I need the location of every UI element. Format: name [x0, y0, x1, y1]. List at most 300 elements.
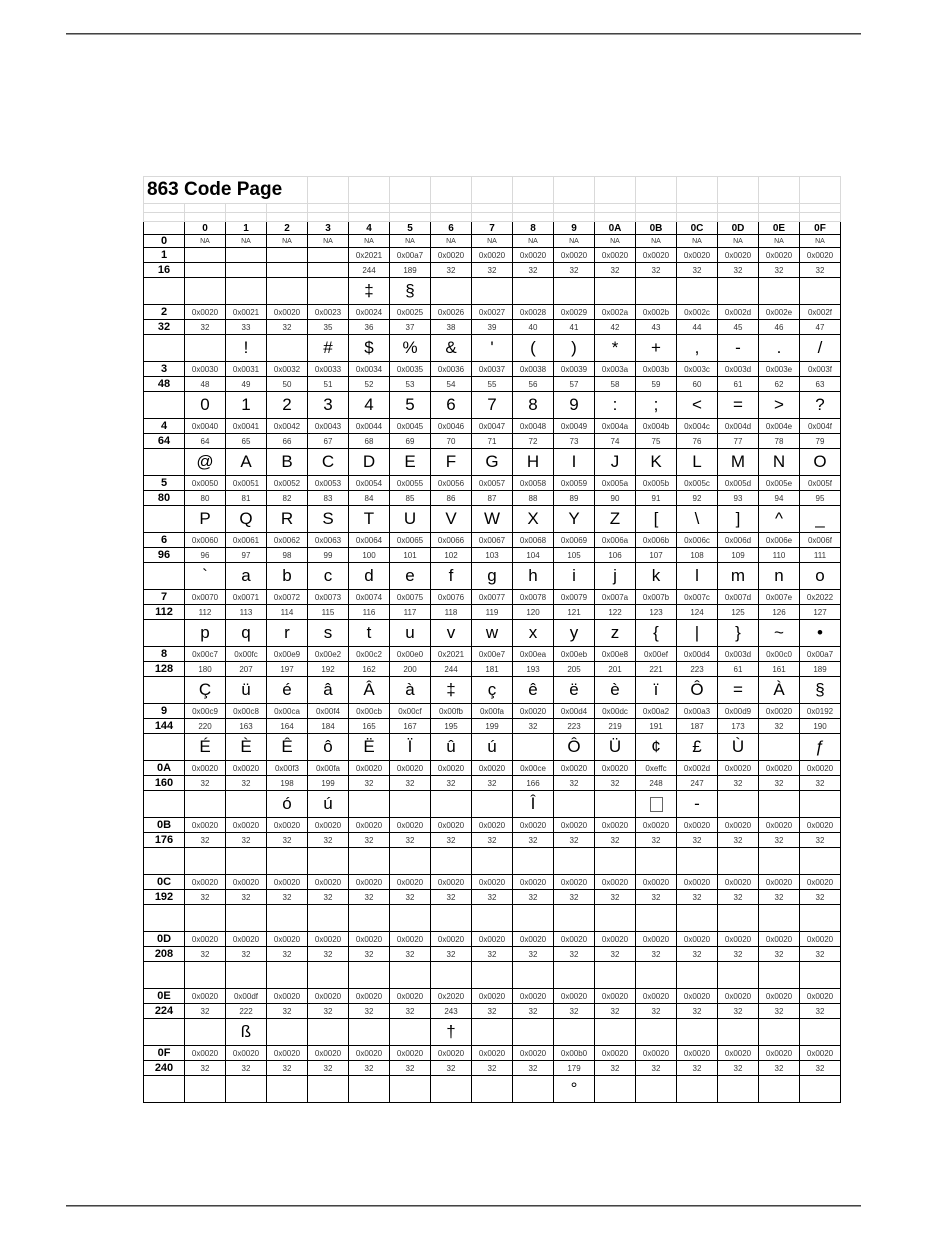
unicode-value: 0x0020 [431, 1046, 472, 1061]
unicode-value: 0x006d [718, 533, 759, 548]
unicode-value: 0x0036 [431, 362, 472, 377]
decimal-value: 32 [431, 833, 472, 848]
decimal-value: 58 [595, 377, 636, 392]
empty-cell [636, 213, 677, 222]
empty-cell [759, 177, 800, 204]
glyph-cell: 0 [185, 392, 226, 419]
decimal-value: 32 [677, 890, 718, 905]
unicode-value: 0x0020 [390, 761, 431, 776]
glyph-cell: K [636, 449, 677, 476]
glyph-cell: d [349, 563, 390, 590]
unicode-value: 0x0020 [390, 818, 431, 833]
unicode-value: 0x00e9 [267, 647, 308, 662]
unicode-value: 0x0025 [390, 305, 431, 320]
glyph-cell [636, 905, 677, 932]
decimal-value: 59 [636, 377, 677, 392]
decimal-value: 32 [554, 890, 595, 905]
unicode-value: 0x0051 [226, 476, 267, 491]
glyph-cell: f [431, 563, 472, 590]
decimal-value: 32 [800, 263, 841, 278]
unicode-value: 0x005b [636, 476, 677, 491]
unicode-value: 0x007d [718, 590, 759, 605]
row-label-dec: 208 [144, 947, 185, 962]
decimal-value: 32 [349, 833, 390, 848]
unicode-value: 0x0020 [308, 1046, 349, 1061]
glyph-cell: F [431, 449, 472, 476]
glyph-cell: \ [677, 506, 718, 533]
decimal-value: 32 [226, 776, 267, 791]
unicode-value: 0x0020 [349, 818, 390, 833]
unicode-value: 0x0020 [431, 875, 472, 890]
decimal-value: 163 [226, 719, 267, 734]
unicode-value: 0x004a [595, 419, 636, 434]
unicode-value: 0x0020 [513, 875, 554, 890]
glyph-cell: ó [267, 791, 308, 818]
unicode-value: 0x0020 [185, 875, 226, 890]
glyph-cell [718, 1019, 759, 1046]
decimal-value: 120 [513, 605, 554, 620]
glyph-cell [677, 848, 718, 875]
decimal-value: 32 [595, 1004, 636, 1019]
decimal-value: 32 [308, 833, 349, 848]
decimal-value: 95 [800, 491, 841, 506]
decimal-value: 32 [185, 1061, 226, 1076]
unicode-value: 0x00e8 [595, 647, 636, 662]
glyph-cell [677, 278, 718, 305]
decimal-value: 32 [390, 1004, 431, 1019]
decimal-value: 49 [226, 377, 267, 392]
glyph-cell: ç [472, 677, 513, 704]
glyph-cell [226, 791, 267, 818]
glyph-cell [226, 848, 267, 875]
unicode-value: 0x0021 [226, 305, 267, 320]
unicode-value: 0x0020 [554, 932, 595, 947]
empty-cell [349, 204, 390, 213]
column-header: 3 [308, 222, 349, 235]
glyph-cell [759, 905, 800, 932]
unicode-value: 0x003c [677, 362, 718, 377]
unicode-value: 0x0024 [349, 305, 390, 320]
decimal-value: 62 [759, 377, 800, 392]
decimal-value: 32 [472, 1061, 513, 1076]
glyph-cell [267, 1076, 308, 1103]
glyph-cell: é [267, 677, 308, 704]
glyph-cell: N [759, 449, 800, 476]
glyph-cell: y [554, 620, 595, 647]
unicode-value: 0x007a [595, 590, 636, 605]
row-label-dec: 96 [144, 548, 185, 563]
decimal-value: 102 [431, 548, 472, 563]
unicode-value: 0x00c2 [349, 647, 390, 662]
empty-cell [390, 204, 431, 213]
unicode-value [185, 248, 226, 263]
decimal-value: 71 [472, 434, 513, 449]
unicode-value: 0x0066 [431, 533, 472, 548]
decimal-value: 79 [800, 434, 841, 449]
unicode-value: 0x0020 [595, 818, 636, 833]
decimal-value: 85 [390, 491, 431, 506]
empty-cell [513, 177, 554, 204]
unicode-value: 0x0071 [226, 590, 267, 605]
decimal-value: 69 [390, 434, 431, 449]
glyph-cell: ô [308, 734, 349, 761]
decimal-value: 68 [349, 434, 390, 449]
unicode-value: 0x0020 [759, 704, 800, 719]
decimal-value: 38 [431, 320, 472, 335]
glyph-cell [431, 1076, 472, 1103]
glyph-cell: w [472, 620, 513, 647]
row-label-dec: 128 [144, 662, 185, 677]
glyph-cell: ! [226, 335, 267, 362]
decimal-value: 32 [677, 1061, 718, 1076]
unicode-value: 0x00c7 [185, 647, 226, 662]
glyph-cell: = [718, 392, 759, 419]
unicode-value: 0x007c [677, 590, 718, 605]
glyph-cell: ü [226, 677, 267, 704]
decimal-value: 32 [554, 776, 595, 791]
glyph-cell [513, 848, 554, 875]
decimal-value: 32 [800, 1061, 841, 1076]
decimal-value: 32 [267, 320, 308, 335]
glyph-cell: ) [554, 335, 595, 362]
na-cell: NA [800, 235, 841, 248]
glyph-cell: â [308, 677, 349, 704]
decimal-value: 51 [308, 377, 349, 392]
unicode-value: 0x00a7 [800, 647, 841, 662]
unicode-value: 0x0026 [431, 305, 472, 320]
row-label-dec: 32 [144, 320, 185, 335]
unicode-value: 0x0020 [472, 248, 513, 263]
decimal-value: 164 [267, 719, 308, 734]
decimal-value: 32 [636, 263, 677, 278]
empty-cell [472, 213, 513, 222]
glyph-cell [554, 791, 595, 818]
glyph-cell: k [636, 563, 677, 590]
glyph-cell: ú [308, 791, 349, 818]
unicode-value: 0x0020 [513, 818, 554, 833]
decimal-value: 244 [349, 263, 390, 278]
decimal-value: 32 [677, 947, 718, 962]
row-label-empty [144, 449, 185, 476]
glyph-cell [513, 905, 554, 932]
decimal-value: 32 [595, 263, 636, 278]
empty-cell [472, 204, 513, 213]
decimal-value: 165 [349, 719, 390, 734]
glyph-cell: • [800, 620, 841, 647]
decimal-value: 48 [185, 377, 226, 392]
unicode-value: 0x006e [759, 533, 800, 548]
glyph-cell: T [349, 506, 390, 533]
decimal-value: 32 [472, 1004, 513, 1019]
glyph-cell [513, 962, 554, 989]
column-header: 1 [226, 222, 267, 235]
decimal-value: 33 [226, 320, 267, 335]
decimal-value: 162 [349, 662, 390, 677]
decimal-value: 107 [636, 548, 677, 563]
decimal-value: 161 [759, 662, 800, 677]
unicode-value: 0x0048 [513, 419, 554, 434]
unicode-value: 0x0042 [267, 419, 308, 434]
glyph-cell [472, 791, 513, 818]
glyph-cell [677, 1076, 718, 1103]
unicode-value: 0x0020 [636, 875, 677, 890]
glyph-cell [800, 1019, 841, 1046]
unicode-value: 0x0020 [472, 1046, 513, 1061]
decimal-value: 32 [349, 776, 390, 791]
decimal-value: 114 [267, 605, 308, 620]
row-label-empty [144, 848, 185, 875]
unicode-value: 0x003e [759, 362, 800, 377]
decimal-value: 32 [349, 1061, 390, 1076]
decimal-value: 89 [554, 491, 595, 506]
decimal-value: 90 [595, 491, 636, 506]
glyph-cell: Ô [554, 734, 595, 761]
unicode-value: 0x0027 [472, 305, 513, 320]
glyph-cell [185, 962, 226, 989]
unicode-value: 0x0076 [431, 590, 472, 605]
glyph-cell: ? [800, 392, 841, 419]
row-label-empty [144, 620, 185, 647]
glyph-cell [759, 1019, 800, 1046]
unicode-value: 0x0069 [554, 533, 595, 548]
glyph-cell: z [595, 620, 636, 647]
decimal-value: 111 [800, 548, 841, 563]
decimal-value: 57 [554, 377, 595, 392]
decimal-value: 32 [308, 890, 349, 905]
decimal-value: 45 [718, 320, 759, 335]
unicode-value: 0x006a [595, 533, 636, 548]
unicode-value: 0x004b [636, 419, 677, 434]
unicode-value: 0x00c8 [226, 704, 267, 719]
glyph-cell [390, 848, 431, 875]
unicode-value: 0x0020 [677, 248, 718, 263]
decimal-value: 106 [595, 548, 636, 563]
column-header: 0D [718, 222, 759, 235]
unicode-value: 0x0020 [226, 818, 267, 833]
decimal-value: 32 [472, 263, 513, 278]
glyph-cell: * [595, 335, 636, 362]
unicode-value: 0x0020 [349, 1046, 390, 1061]
glyph-cell: < [677, 392, 718, 419]
glyph-cell: e [390, 563, 431, 590]
decimal-value: 179 [554, 1061, 595, 1076]
unicode-value: 0x0047 [472, 419, 513, 434]
unicode-value: 0x003a [595, 362, 636, 377]
glyph-cell [390, 791, 431, 818]
glyph-cell [349, 791, 390, 818]
unicode-value: 0x0020 [308, 989, 349, 1004]
decimal-value: 80 [185, 491, 226, 506]
glyph-cell [636, 848, 677, 875]
decimal-value: 32 [308, 1004, 349, 1019]
unicode-value: 0x0020 [554, 818, 595, 833]
unicode-value: 0x007e [759, 590, 800, 605]
unicode-value: 0x00df [226, 989, 267, 1004]
decimal-value: 126 [759, 605, 800, 620]
unicode-value: 0x0079 [554, 590, 595, 605]
decimal-value: 110 [759, 548, 800, 563]
glyph-cell: Ï [390, 734, 431, 761]
decimal-value: 223 [554, 719, 595, 734]
glyph-cell [308, 848, 349, 875]
row-label-empty [144, 1019, 185, 1046]
unicode-value: 0x0030 [185, 362, 226, 377]
empty-cell [759, 213, 800, 222]
glyph-cell: V [431, 506, 472, 533]
empty-cell [513, 204, 554, 213]
glyph-cell: O [800, 449, 841, 476]
glyph-cell [513, 734, 554, 761]
glyph-cell: É [185, 734, 226, 761]
decimal-value: 32 [554, 947, 595, 962]
glyph-cell: h [513, 563, 554, 590]
row-label-empty [144, 677, 185, 704]
unicode-value: 0x002e [759, 305, 800, 320]
decimal-value: 32 [390, 947, 431, 962]
glyph-cell [431, 278, 472, 305]
unicode-value: 0x00e2 [308, 647, 349, 662]
glyph-cell [800, 962, 841, 989]
decimal-value: 42 [595, 320, 636, 335]
decimal-value: 73 [554, 434, 595, 449]
decimal-value: 32 [718, 1004, 759, 1019]
glyph-cell: t [349, 620, 390, 647]
glyph-cell: R [267, 506, 308, 533]
unicode-value: 0x0020 [759, 989, 800, 1004]
decimal-value: 39 [472, 320, 513, 335]
unicode-value: 0x0049 [554, 419, 595, 434]
decimal-value: 88 [513, 491, 554, 506]
row-label-empty [144, 392, 185, 419]
glyph-cell: ` [185, 563, 226, 590]
row-label-hex: 1 [144, 248, 185, 263]
unicode-value: 0x0020 [431, 761, 472, 776]
glyph-cell: 2 [267, 392, 308, 419]
decimal-value: 207 [226, 662, 267, 677]
decimal-value: 220 [185, 719, 226, 734]
unicode-value: 0x00a3 [677, 704, 718, 719]
row-label-hex: 7 [144, 590, 185, 605]
decimal-value: 87 [472, 491, 513, 506]
glyph-cell [226, 962, 267, 989]
column-header: 0A [595, 222, 636, 235]
decimal-value: 32 [349, 1004, 390, 1019]
unicode-value: 0x0020 [185, 932, 226, 947]
empty-cell [431, 213, 472, 222]
glyph-cell: > [759, 392, 800, 419]
unicode-value: 0x002b [636, 305, 677, 320]
unicode-value: 0x00ca [267, 704, 308, 719]
decimal-value: 44 [677, 320, 718, 335]
unicode-value: 0x0053 [308, 476, 349, 491]
glyph-cell [226, 278, 267, 305]
decimal-value: 173 [718, 719, 759, 734]
unicode-value: 0x0020 [718, 761, 759, 776]
column-header: 2 [267, 222, 308, 235]
unicode-value: 0x0020 [267, 989, 308, 1004]
glyph-cell [308, 1076, 349, 1103]
row-label-hex: 9 [144, 704, 185, 719]
decimal-value: 72 [513, 434, 554, 449]
glyph-cell [226, 905, 267, 932]
glyph-cell: / [800, 335, 841, 362]
glyph-cell: X [513, 506, 554, 533]
decimal-value: 184 [308, 719, 349, 734]
decimal-value: 32 [267, 1061, 308, 1076]
glyph-cell: § [800, 677, 841, 704]
decimal-value: 124 [677, 605, 718, 620]
glyph-cell: } [718, 620, 759, 647]
unicode-value: 0x0020 [308, 818, 349, 833]
unicode-value: 0x0072 [267, 590, 308, 605]
glyph-cell [759, 962, 800, 989]
unicode-value [226, 248, 267, 263]
unicode-value: 0x0035 [390, 362, 431, 377]
glyph-cell [472, 962, 513, 989]
glyph-cell [431, 962, 472, 989]
decimal-value: 47 [800, 320, 841, 335]
decimal-value: 32 [800, 833, 841, 848]
unicode-value: 0x0054 [349, 476, 390, 491]
unicode-value: 0x00ce [513, 761, 554, 776]
glyph-cell [185, 1019, 226, 1046]
unicode-value: 0x0020 [677, 1046, 718, 1061]
row-label-hex: 8 [144, 647, 185, 662]
decimal-value: 127 [800, 605, 841, 620]
glyph-cell [636, 1019, 677, 1046]
empty-cell [636, 177, 677, 204]
empty-cell [677, 213, 718, 222]
decimal-value: 193 [513, 662, 554, 677]
decimal-value: 70 [431, 434, 472, 449]
glyph-cell: 8 [513, 392, 554, 419]
unicode-value: 0x0020 [677, 875, 718, 890]
decimal-value: 50 [267, 377, 308, 392]
row-label-dec: 112 [144, 605, 185, 620]
glyph-cell: r [267, 620, 308, 647]
glyph-cell: 9 [554, 392, 595, 419]
unicode-value: 0x0020 [513, 1046, 554, 1061]
row-label-empty [144, 791, 185, 818]
decimal-value [185, 263, 226, 278]
row-label-dec: 80 [144, 491, 185, 506]
empty-cell [267, 213, 308, 222]
decimal-value: 105 [554, 548, 595, 563]
decimal-value: 32 [185, 890, 226, 905]
unicode-value: 0x00cf [390, 704, 431, 719]
decimal-value: 122 [595, 605, 636, 620]
unicode-value: 0x0034 [349, 362, 390, 377]
glyph-cell: Ê [267, 734, 308, 761]
glyph-cell: # [308, 335, 349, 362]
row-label: 0 [144, 235, 185, 248]
glyph-cell [595, 1019, 636, 1046]
decimal-value: 116 [349, 605, 390, 620]
glyph-cell: ~ [759, 620, 800, 647]
unicode-value: 0x0020 [759, 1046, 800, 1061]
decimal-value: 32 [554, 1004, 595, 1019]
glyph-cell [677, 1019, 718, 1046]
column-header: 8 [513, 222, 554, 235]
glyph-cell: 4 [349, 392, 390, 419]
unicode-value: 0x0020 [595, 761, 636, 776]
na-cell: NA [185, 235, 226, 248]
glyph-cell [595, 962, 636, 989]
row-label-dec: 192 [144, 890, 185, 905]
decimal-value: 32 [226, 833, 267, 848]
decimal-value: 61 [718, 377, 759, 392]
decimal-value: 32 [595, 776, 636, 791]
